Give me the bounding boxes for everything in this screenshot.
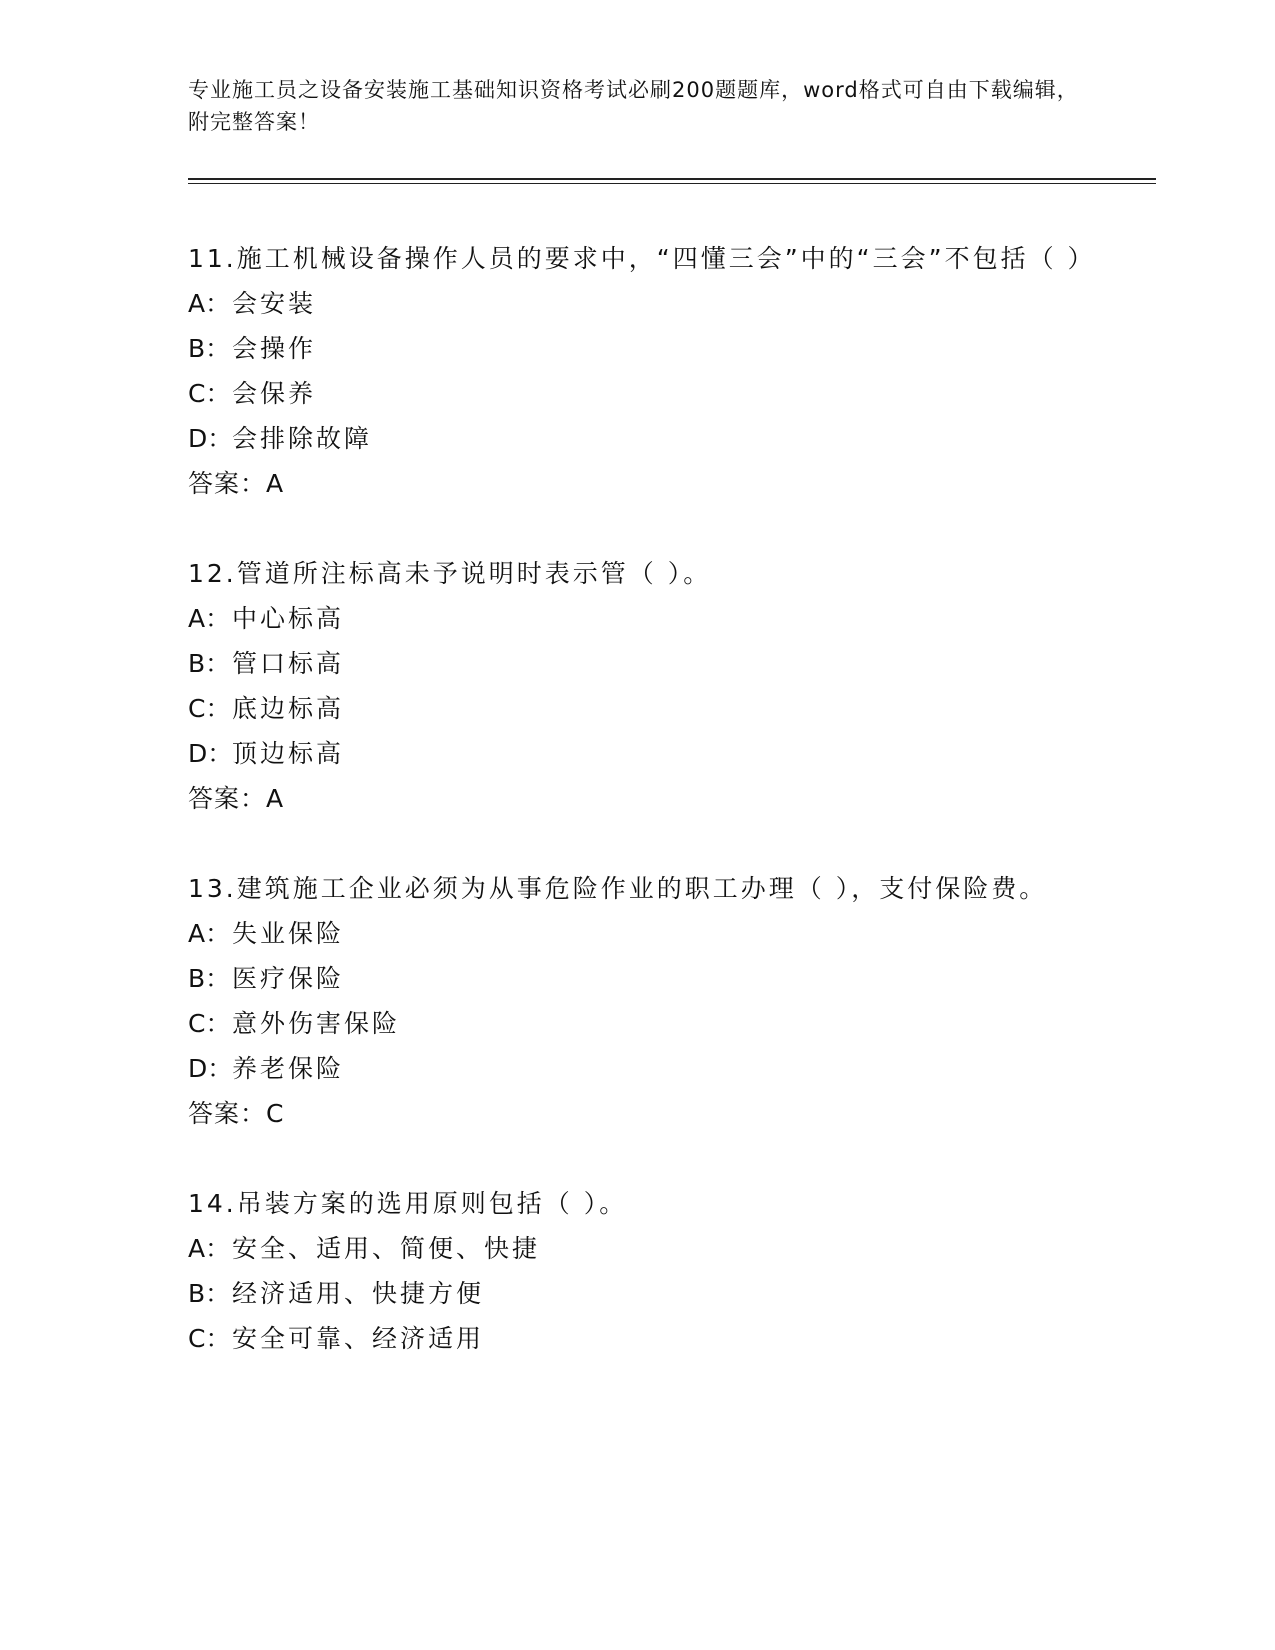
option-a xyxy=(188,911,1088,956)
document-header: 专业施工员之设备安装施工基础知识资格考试必刷200题题库，word格式可自由下载编辑，附完整答案！ xyxy=(188,78,1079,134)
option-a xyxy=(188,1226,1088,1271)
answer-line: 答案：C xyxy=(188,1099,285,1128)
option-text: 管口标高 xyxy=(232,649,345,678)
question-list xyxy=(188,236,1096,1406)
option-text: 安全可靠、经济适用 xyxy=(232,1324,485,1353)
option-a xyxy=(188,281,1088,326)
question-item xyxy=(188,1181,1088,1361)
answer-line: 答案：A xyxy=(188,469,285,498)
option-b xyxy=(188,326,1088,371)
option-d xyxy=(188,1046,1088,1091)
header-divider-thin xyxy=(188,183,1156,184)
option-key: C： xyxy=(188,379,231,408)
option-key: A： xyxy=(188,919,231,948)
option-text: 会保养 xyxy=(232,379,317,408)
option-key: D： xyxy=(188,1054,233,1083)
question-stem: 13.建筑施工企业必须为从事危险作业的职工办理（ ），支付保险费。 xyxy=(188,874,1048,903)
option-key: D： xyxy=(188,424,233,453)
option-key: C： xyxy=(188,1009,231,1038)
option-d xyxy=(188,416,1088,461)
option-b xyxy=(188,1271,1088,1316)
option-text: 意外伤害保险 xyxy=(232,1009,401,1038)
question-stem: 12.管道所注标高未予说明时表示管（ ）。 xyxy=(188,559,712,588)
option-b xyxy=(188,641,1088,686)
option-key: C： xyxy=(188,694,231,723)
option-text: 养老保险 xyxy=(232,1054,345,1083)
question-item xyxy=(188,236,1096,506)
option-key: B： xyxy=(188,649,231,678)
option-text: 医疗保险 xyxy=(232,964,345,993)
option-text: 安全、适用、简便、快捷 xyxy=(232,1234,541,1263)
option-key: A： xyxy=(188,1234,231,1263)
option-key: B： xyxy=(188,1279,231,1308)
option-key: B： xyxy=(188,334,231,363)
option-key: B： xyxy=(188,964,231,993)
question-stem: 11.施工机械设备操作人员的要求中，“四懂三会”中的“三会”不包括（ ） xyxy=(188,244,1096,273)
option-key: D： xyxy=(188,739,233,768)
option-c xyxy=(188,1001,1088,1046)
answer-line: 答案：A xyxy=(188,784,285,813)
question-item xyxy=(188,551,1088,821)
header-divider-thick xyxy=(188,178,1156,180)
option-text: 中心标高 xyxy=(232,604,345,633)
option-c xyxy=(188,686,1088,731)
option-key: A： xyxy=(188,289,231,318)
option-text: 底边标高 xyxy=(232,694,345,723)
option-d xyxy=(188,731,1088,776)
question-item xyxy=(188,866,1088,1136)
option-text: 经济适用、快捷方便 xyxy=(232,1279,485,1308)
option-c xyxy=(188,1316,1088,1361)
option-text: 会排除故障 xyxy=(232,424,373,453)
option-text: 会安装 xyxy=(232,289,317,318)
option-text: 顶边标高 xyxy=(232,739,345,768)
question-stem: 14.吊装方案的选用原则包括（ ）。 xyxy=(188,1189,628,1218)
option-key: C： xyxy=(188,1324,231,1353)
option-text: 会操作 xyxy=(232,334,317,363)
option-text: 失业保险 xyxy=(232,919,345,948)
option-b xyxy=(188,956,1088,1001)
option-a xyxy=(188,596,1088,641)
option-c xyxy=(188,371,1088,416)
option-key: A： xyxy=(188,604,231,633)
